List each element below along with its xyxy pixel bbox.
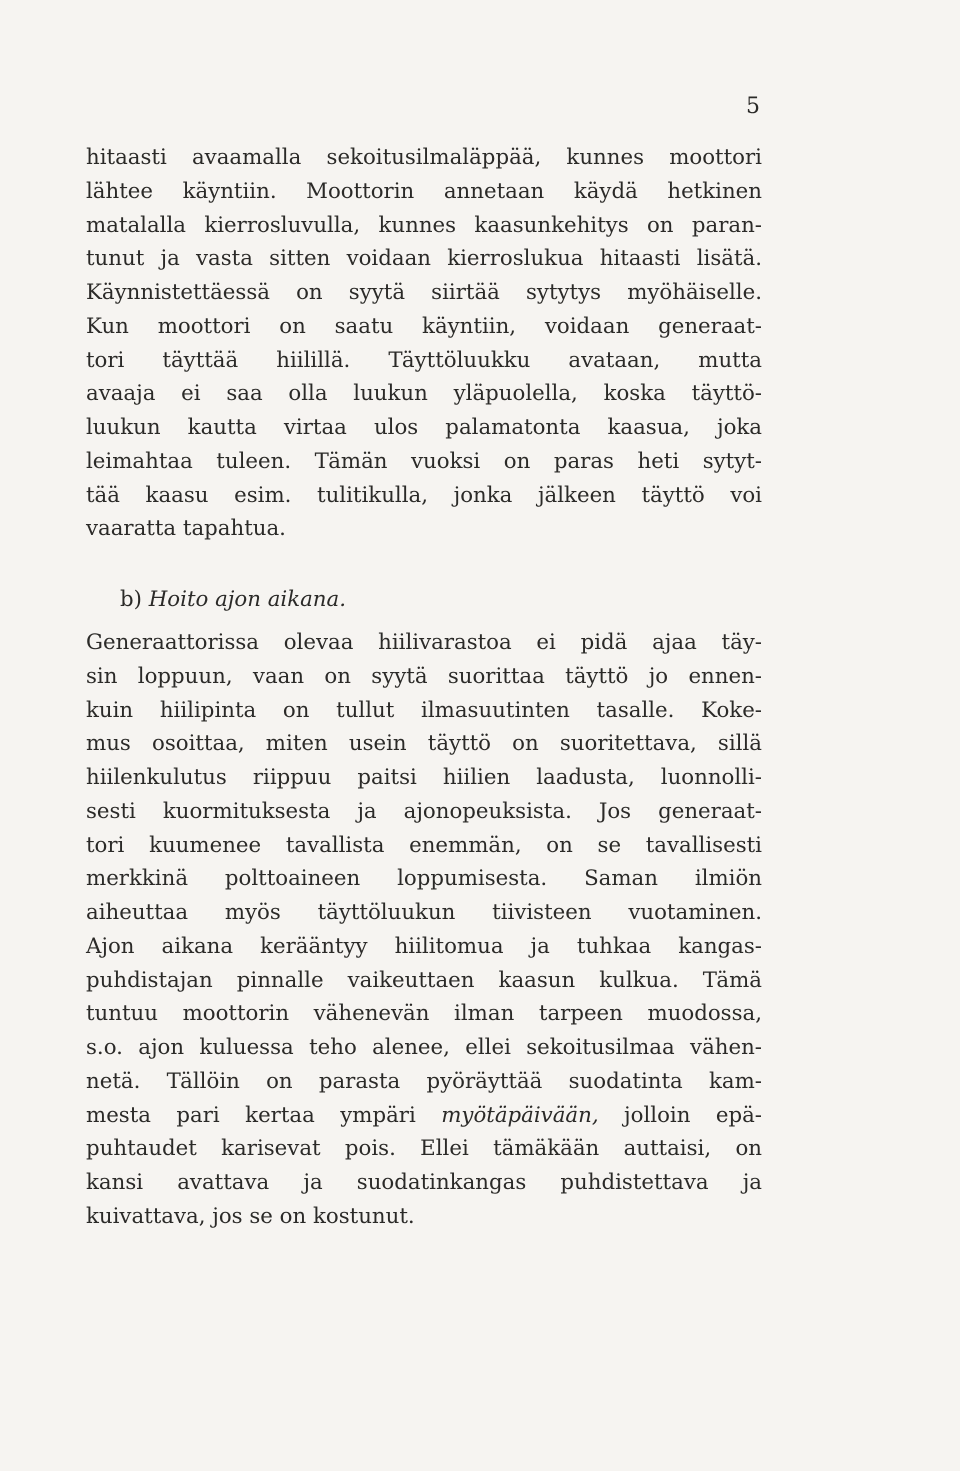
section-heading	[120, 583, 346, 617]
text-line: Generaattorissa olevaa hiilivarastoa ei pidä ajaa täy-	[86, 630, 762, 655]
text-segment: mesta pari kertaa ympäri	[86, 1102, 442, 1128]
text-line: lähtee käyntiin. Moottorin annetaan käydä hetkinen	[86, 178, 762, 204]
text-line: merkkinä polttoaineen loppumisesta. Saman ilmiön	[86, 866, 762, 892]
text-line: Kun moottori on saatu käyntiin, voidaan generaat-	[86, 313, 762, 339]
text-line: sesti kuormituksesta ja ajonopeuksista. Jos generaat-	[86, 798, 762, 824]
text-line: mus osoittaa, miten usein täyttö on suoritettava, sillä	[86, 731, 762, 757]
text-line: leimahtaa tuleen. Tämän vuoksi on paras heti sytyt-	[86, 448, 762, 474]
section-title: Hoito ajon aikana.	[148, 587, 346, 612]
text-line: kuin hiilipinta on tullut ilmasuutinten tasalle. Koke-	[86, 697, 762, 723]
text-line: hiilenkulutus riippuu paitsi hiilien laadusta, luonnolli-	[86, 765, 762, 790]
text-line: vaaratta tapahtua.	[86, 516, 286, 542]
text-line: kuivattava, jos se on kostunut.	[86, 1203, 415, 1229]
text-line: kansi avattava ja suodatinkangas puhdistettava ja	[86, 1170, 762, 1195]
text-line: tää kaasu esim. tulitikulla, jonka jälkeen täyttö voi	[86, 482, 762, 508]
text-line: tori täyttää hiilillä. Täyttöluukku avataan, mutta	[86, 347, 762, 373]
text-line: aiheuttaa myös täyttöluukun tiivisteen vuotaminen.	[86, 900, 762, 925]
text-line: hitaasti avaamalla sekoitusilmaläppää, kunnes moottori	[86, 145, 762, 170]
emphasized-word: myötäpäivään,	[441, 1102, 599, 1128]
text-line: puhtaudet karisevat pois. Ellei tämäkään auttaisi, on	[86, 1136, 762, 1162]
text-line: tunut ja vasta sitten voidaan kierroslukua hitaasti lisätä.	[86, 246, 762, 272]
section-marker: b)	[120, 587, 142, 612]
paragraph-1	[86, 141, 762, 546]
text-line: Käynnistettäessä on syytä siirtää sytytys myöhäiselle.	[86, 280, 762, 305]
text-line: s.o. ajon kuluessa teho alenee, ellei sekoitusilmaa vähen-	[86, 1035, 762, 1060]
page-number: 5	[746, 94, 760, 119]
paragraph-2	[86, 626, 762, 1234]
text-segment: jolloin epä-	[598, 1102, 762, 1128]
text-line: matalalla kierrosluvulla, kunnes kaasunkehitys on paran-	[86, 212, 762, 238]
text-line: Ajon aikana kerääntyy hiilitomua ja tuhkaa kangas-	[86, 933, 762, 959]
text-line: tuntuu moottorin vähenevän ilman tarpeen muodossa,	[86, 1001, 762, 1027]
text-line	[86, 1099, 762, 1133]
text-line: netä. Tällöin on parasta pyöräyttää suodatinta kam-	[86, 1068, 762, 1094]
text-line: sin loppuun, vaan on syytä suorittaa täyttö jo ennen-	[86, 663, 762, 689]
text-line: puhdistajan pinnalle vaikeuttaen kaasun kulkua. Tämä	[86, 967, 762, 993]
text-line: luukun kautta virtaa ulos palamatonta kaasua, joka	[86, 415, 762, 440]
text-line: avaaja ei saa olla luukun yläpuolella, koska täyttö-	[86, 381, 762, 407]
text-line: tori kuumenee tavallista enemmän, on se tavallisesti	[86, 832, 762, 858]
